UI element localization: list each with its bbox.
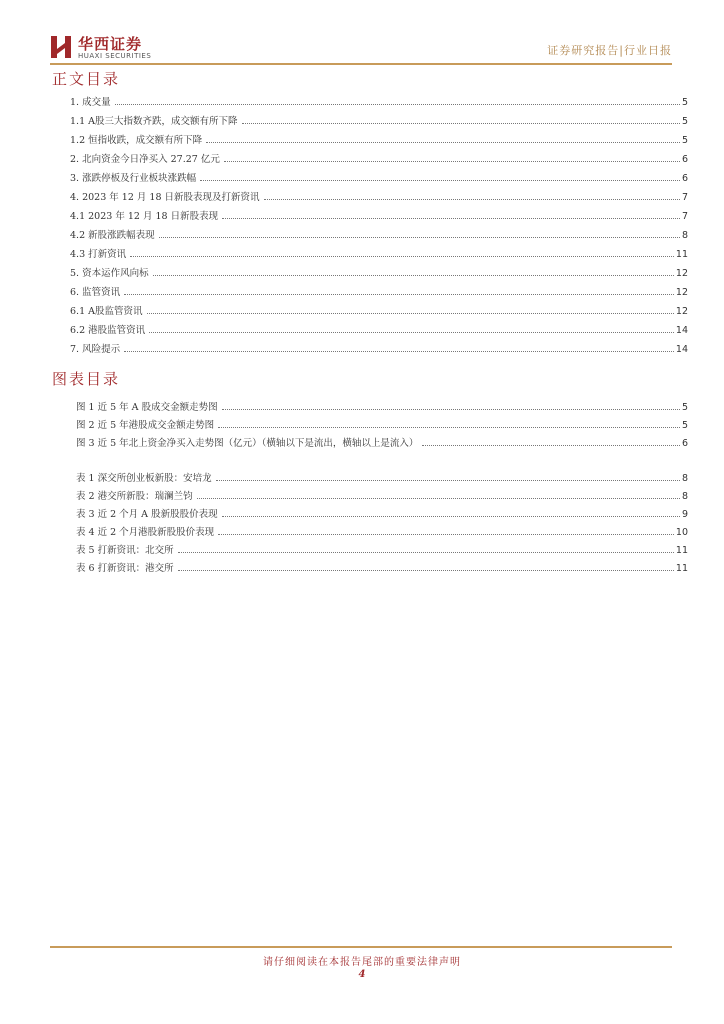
toc-entry-page: 5 xyxy=(681,116,688,127)
toc-entry-label: 4.2 新股涨跌幅表现 xyxy=(70,230,155,241)
toc-entry-page: 7 xyxy=(681,192,688,203)
toc-entry[interactable] xyxy=(70,336,688,355)
toc-entry[interactable] xyxy=(70,241,688,260)
toc-entry[interactable] xyxy=(76,502,688,520)
dot-leader xyxy=(124,351,674,352)
toc-entry-page: 5 xyxy=(681,420,688,431)
dot-leader xyxy=(149,332,674,333)
dot-leader xyxy=(222,218,680,219)
header-divider xyxy=(50,63,672,65)
dot-leader xyxy=(197,498,680,499)
toc-entry[interactable] xyxy=(76,413,688,431)
toc-entry[interactable] xyxy=(70,127,688,146)
toc-entry[interactable] xyxy=(76,556,688,574)
toc-entry-label: 3. 涨跌停板及行业板块涨跌幅 xyxy=(70,173,197,184)
dot-leader xyxy=(206,142,680,143)
page-number: 4 xyxy=(358,969,366,980)
toc-entry-page: 11 xyxy=(675,545,688,556)
toc-entry[interactable] xyxy=(70,298,688,317)
toc-entry-page: 6 xyxy=(681,154,688,165)
toc-entry-page: 11 xyxy=(675,563,688,574)
toc-entry-page: 12 xyxy=(675,306,688,317)
toc-entry-label: 6. 监管资讯 xyxy=(70,287,121,298)
toc-main-list xyxy=(70,89,688,355)
toc-entry-page: 5 xyxy=(681,135,688,146)
toc-entry[interactable] xyxy=(70,165,688,184)
toc-entry-label: 7. 风险提示 xyxy=(70,344,121,355)
toc-entry[interactable] xyxy=(70,89,688,108)
dot-leader xyxy=(264,199,680,200)
toc-entry-page: 10 xyxy=(675,527,688,538)
brand-name: 华西证券 xyxy=(78,35,143,53)
toc-entry[interactable] xyxy=(70,260,688,279)
toc-entry[interactable] xyxy=(70,146,688,165)
toc-entry[interactable] xyxy=(76,484,688,502)
toc-entry-label: 4.1 2023 年 12 月 18 日新股表现 xyxy=(70,211,219,222)
toc-figures-list xyxy=(76,395,688,449)
toc-entry[interactable] xyxy=(70,222,688,241)
page-header xyxy=(0,0,724,66)
dot-leader xyxy=(224,161,680,162)
toc-entry-page: 9 xyxy=(681,509,688,520)
toc-entry-page: 7 xyxy=(681,211,688,222)
dot-leader xyxy=(124,294,674,295)
toc-main-title: 正文目录 xyxy=(52,70,121,88)
dot-leader xyxy=(130,256,674,257)
toc-entry-page: 12 xyxy=(675,287,688,298)
toc-entry[interactable] xyxy=(70,279,688,298)
toc-entry[interactable] xyxy=(76,538,688,556)
legal-notice: 请仔细阅读在本报告尾部的重要法律声明 xyxy=(263,957,461,968)
toc-entry-page: 5 xyxy=(681,97,688,108)
toc-entry-page: 8 xyxy=(681,473,688,484)
toc-entry-page: 5 xyxy=(681,402,688,413)
toc-entry-page: 14 xyxy=(675,325,688,336)
toc-entry-page: 6 xyxy=(681,173,688,184)
toc-figs-title: 图表目录 xyxy=(52,370,121,388)
toc-entry[interactable] xyxy=(70,317,688,336)
toc-entry-label: 4.3 打新资讯 xyxy=(70,249,127,260)
report-type: 证券研究报告|行业日报 xyxy=(547,44,672,57)
dot-leader xyxy=(115,104,680,105)
toc-entry-label: 表 3 近 2 个月 A 股新股股价表现 xyxy=(76,509,218,520)
dot-leader xyxy=(200,180,680,181)
footer-divider xyxy=(50,946,672,948)
toc-entry-page: 8 xyxy=(681,491,688,502)
toc-entry-label: 表 1 深交所创业板新股：安培龙 xyxy=(76,473,212,484)
toc-entry-page: 11 xyxy=(675,249,688,260)
toc-entry-label: 表 2 港交所新股：瑞澜兰钧 xyxy=(76,491,193,502)
dot-leader xyxy=(222,409,680,410)
dot-leader xyxy=(242,123,680,124)
dot-leader xyxy=(218,534,674,535)
toc-entry-page: 12 xyxy=(675,268,688,279)
toc-entry[interactable] xyxy=(76,466,688,484)
toc-entry-label: 表 4 近 2 个月港股新股股价表现 xyxy=(76,527,215,538)
dot-leader xyxy=(147,313,674,314)
huaxi-logo-icon xyxy=(50,34,72,60)
toc-entry-label: 图 1 近 5 年 A 股成交金额走势图 xyxy=(76,402,218,413)
dot-leader xyxy=(222,516,680,517)
dot-leader xyxy=(153,275,674,276)
dot-leader xyxy=(178,552,674,553)
toc-entry-label: 6.2 港股监管资讯 xyxy=(70,325,146,336)
toc-entry-label: 1. 成交量 xyxy=(70,97,111,108)
dot-leader xyxy=(422,445,680,446)
toc-entry-label: 4. 2023 年 12 月 18 日新股表现及打新资讯 xyxy=(70,192,260,203)
toc-entry-label: 图 2 近 5 年港股成交金额走势图 xyxy=(76,420,215,431)
toc-entry-label: 1.1 A股三大指数齐跌，成交额有所下降 xyxy=(70,116,238,127)
toc-entry[interactable] xyxy=(70,203,688,222)
toc-entry[interactable] xyxy=(76,431,688,449)
toc-tables-list xyxy=(76,466,688,574)
toc-entry[interactable] xyxy=(76,395,688,413)
toc-entry-label: 表 5 打新资讯：北交所 xyxy=(76,545,174,556)
toc-entry-page: 8 xyxy=(681,230,688,241)
toc-entry[interactable] xyxy=(70,184,688,203)
brand-name-en: HUAXI SECURITIES xyxy=(78,52,152,60)
toc-entry-label: 表 6 打新资讯：港交所 xyxy=(76,563,174,574)
toc-entry-label: 图 3 近 5 年北上资金净买入走势图（亿元）（横轴以下是流出，横轴以上是流入） xyxy=(76,438,419,449)
dot-leader xyxy=(178,570,674,571)
dot-leader xyxy=(216,480,680,481)
toc-entry-page: 6 xyxy=(681,438,688,449)
toc-entry-label: 1.2 恒指收跌，成交额有所下降 xyxy=(70,135,203,146)
toc-entry-label: 6.1 A股监管资讯 xyxy=(70,306,143,317)
dot-leader xyxy=(159,237,680,238)
toc-entry[interactable] xyxy=(70,108,688,127)
toc-entry[interactable] xyxy=(76,520,688,538)
dot-leader xyxy=(218,427,680,428)
toc-entry-label: 5. 资本运作风向标 xyxy=(70,268,149,279)
toc-entry-label: 2. 北向资金今日净买入 27.27 亿元 xyxy=(70,154,220,165)
toc-entry-page: 14 xyxy=(675,344,688,355)
